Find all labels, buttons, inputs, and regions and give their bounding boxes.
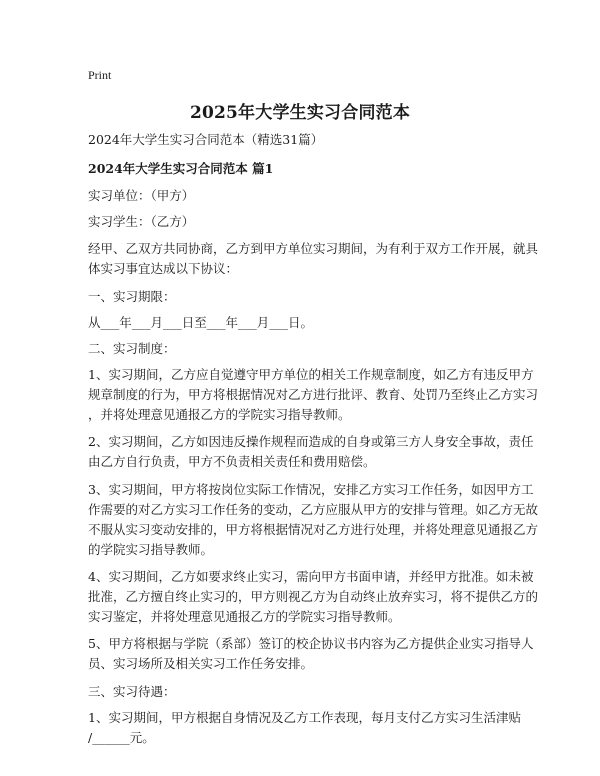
clause-line: /______元。 [88,730,155,745]
clause-line: 2、实习期间，乙方如因违反操作规程而造成的自身或第三方人身安全事故，责任 [88,434,534,449]
clause-line: 由乙方自行负责，甲方不负责相关责任和费用赔偿。 [88,454,376,469]
intro-line: 经甲、乙双方共同协商，乙方到甲方单位实习期间，为有利于双方工作开展，就具 [88,241,539,256]
clause-line: 实习鉴定，并将处理意见通报乙方的学院实习指导教师。 [88,609,401,624]
intro-paragraph [88,239,539,279]
clause-3 [88,480,539,560]
clause-line: 1、实习期间，甲方根据自身情况及乙方工作表现，每月支付乙方实习生活津贴 [88,710,521,725]
clause-line: 3、实习期间，甲方将按岗位实际工作情况，安排乙方实习工作任务，如因甲方工 [88,482,534,497]
clause-line: 不服从实习变动安排的，甲方将根据情况对乙方进行处理，并将处理意见通报乙方 [88,522,539,537]
print-label[interactable]: Print [88,68,112,82]
section-heading: 2024年大学生实习合同范本 篇1 [88,161,274,176]
document-subtitle: 2024年大学生实习合同范本（精选31篇） [88,132,324,147]
clause-1 [88,365,539,425]
clause-line: ，并将处理意见通报乙方的学院实习指导教师。 [88,407,351,422]
clause-line: 5、甲方将根据与学院（系部）签订的校企协议书内容为乙方提供企业实习指导人 [88,636,534,651]
clause-line: 规章制度的行为，甲方将根据情况对乙方进行批评、教育、处罚乃至终止乙方实习 [88,387,539,402]
clause-line: 批准，乙方擅自终止实习的，甲方则视乙方为自动终止放弃实习，将不提供乙方的 [88,589,539,604]
document-title: 2025年大学生实习合同范本 [189,103,411,123]
system-heading: 二、实习制度： [88,341,176,356]
treatment-clause-1 [88,708,520,748]
clause-4 [88,567,539,627]
clause-5 [88,634,534,674]
clause-line: 1、实习期间，乙方应自觉遵守甲方单位的相关工作规章制度，如乙方有违反甲方 [88,367,534,382]
intern-student-line: 实习学生：（乙方） [88,214,195,229]
clause-2 [88,432,534,472]
treatment-heading: 三、实习待遇： [88,684,176,699]
clause-line: 作需要的对乙方实习工作任务的变动，乙方应服从甲方的安排与管理。如乙方无故 [88,502,539,517]
period-line: 从___年___月___日至___年___月___日。 [88,315,314,330]
period-heading: 一、实习期限： [88,289,176,304]
clause-line: 4、实习期间，乙方如要求终止实习，需向甲方书面申请，并经甲方批准。如未被 [88,569,534,584]
intern-unit-line: 实习单位：（甲方） [88,188,195,203]
clause-line: 员、实习场所及相关实习工作任务安排。 [88,656,314,671]
intro-line: 体实习事宜达成以下协议： [88,261,239,276]
clause-line: 的学院实习指导教师。 [88,542,214,557]
